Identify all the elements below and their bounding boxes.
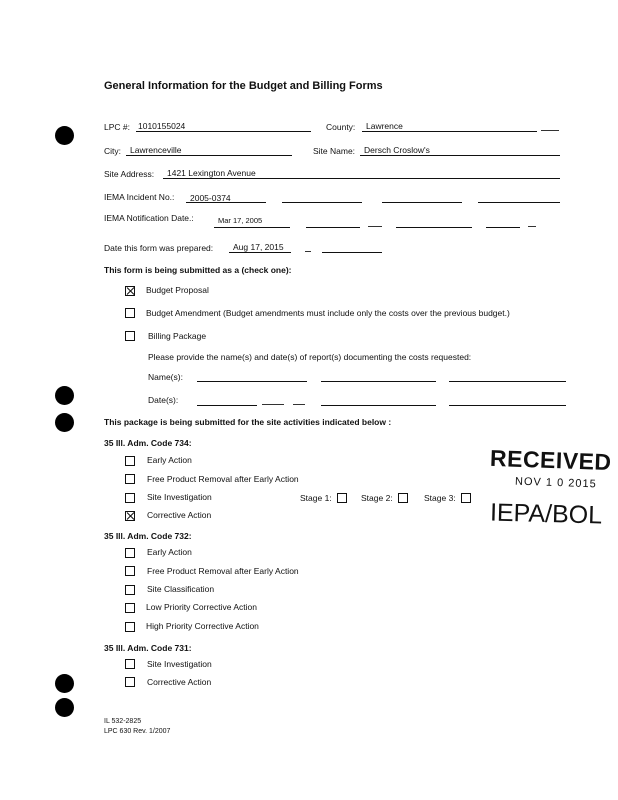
names-line-1[interactable] — [197, 381, 307, 382]
code734-site-investigation-label: Site Investigation — [147, 492, 212, 502]
site-name-label: Site Name: — [313, 146, 356, 156]
stage1-checkbox[interactable] — [337, 493, 347, 503]
footer-form-number: IL 532-2825 — [104, 718, 142, 725]
code731-site-investigation-label: Site Investigation — [147, 659, 212, 669]
iema-notification-label: IEMA Notification Date.: — [104, 213, 194, 223]
iema-incident-value[interactable]: 2005-0374 — [190, 193, 231, 203]
code734-corrective-action-checkbox[interactable] — [125, 511, 135, 521]
punch-hole — [55, 698, 74, 717]
iema-notification-line-4 — [486, 227, 520, 228]
code732-site-classification-checkbox[interactable] — [125, 585, 135, 595]
punch-hole — [55, 674, 74, 693]
iema-notification-line-3 — [396, 227, 472, 228]
code732-free-product-label: Free Product Removal after Early Action — [147, 566, 299, 576]
budget-proposal-checkbox[interactable] — [125, 286, 135, 296]
scan-mark — [305, 251, 311, 252]
code734-early-action-checkbox[interactable] — [125, 456, 135, 466]
dates-line-3[interactable] — [449, 405, 566, 406]
site-address-value[interactable]: 1421 Lexington Avenue — [167, 168, 256, 178]
package-heading: This package is being submitted for the site activities indicated below : — [104, 417, 392, 427]
scan-mark — [368, 226, 382, 227]
code732-early-action-checkbox[interactable] — [125, 548, 135, 558]
submission-heading: This form is being submitted as a (check one): — [104, 265, 292, 275]
stage2-label: Stage 2: — [361, 493, 393, 503]
footer-revision: LPC 630 Rev. 1/2007 — [104, 728, 171, 735]
punch-hole — [55, 413, 74, 432]
code731-site-investigation-checkbox[interactable] — [125, 659, 135, 669]
code734-early-action-label: Early Action — [147, 455, 192, 465]
code734-heading: 35 Ill. Adm. Code 734: — [104, 438, 192, 448]
code731-heading: 35 Ill. Adm. Code 731: — [104, 643, 192, 653]
code731-corrective-action-label: Corrective Action — [147, 677, 212, 687]
site-address-label: Site Address: — [104, 169, 155, 179]
stage3-checkbox[interactable] — [461, 493, 471, 503]
county-value[interactable]: Lawrence — [366, 121, 403, 131]
names-line-2[interactable] — [321, 381, 436, 382]
iema-incident-label: IEMA Incident No.: — [104, 192, 175, 202]
code734-site-investigation-checkbox[interactable] — [125, 493, 135, 503]
site-name-field-line — [360, 155, 560, 156]
county-label: County: — [326, 122, 356, 132]
iema-incident-line-2 — [282, 202, 362, 203]
code731-corrective-action-checkbox[interactable] — [125, 677, 135, 687]
site-name-value[interactable]: Dersch Croslow's — [364, 145, 430, 155]
budget-amendment-checkbox[interactable] — [125, 308, 135, 318]
code732-high-priority-checkbox[interactable] — [125, 622, 135, 632]
lpc-label: LPC #: — [104, 122, 130, 132]
dates-line-2[interactable] — [321, 405, 436, 406]
lpc-field-line — [136, 131, 311, 132]
scan-mark — [293, 404, 305, 405]
received-stamp-date: NOV 1 0 2015 — [514, 475, 597, 491]
iema-incident-line-1 — [186, 202, 266, 203]
punch-hole — [55, 386, 74, 405]
lpc-value[interactable]: 1010155024 — [138, 121, 186, 131]
scan-mark — [528, 226, 536, 227]
received-stamp-agency: IEPA/BOL — [489, 498, 603, 530]
code732-site-classification-label: Site Classification — [147, 584, 215, 594]
code734-corrective-action-label: Corrective Action — [147, 510, 212, 520]
code732-heading: 35 Ill. Adm. Code 732: — [104, 531, 192, 541]
code732-low-priority-label: Low Priority Corrective Action — [146, 602, 258, 612]
prepared-field-line-2 — [322, 252, 382, 253]
iema-incident-line-4 — [478, 202, 560, 203]
site-address-field-line — [163, 178, 560, 179]
billing-package-label: Billing Package — [148, 331, 207, 341]
budget-proposal-label: Budget Proposal — [146, 285, 209, 295]
iema-notification-line-1 — [214, 227, 290, 228]
dates-label: Date(s): — [148, 395, 179, 405]
city-value[interactable]: Lawrenceville — [130, 145, 182, 155]
scan-mark — [541, 130, 559, 131]
iema-notification-value[interactable]: Mar 17, 2005 — [218, 216, 263, 225]
code732-high-priority-label: High Priority Corrective Action — [146, 621, 259, 631]
received-stamp: RECEIVED — [489, 444, 613, 476]
page-title: General Information for the Budget and Billing Forms — [104, 80, 383, 92]
prepared-label: Date this form was prepared: — [104, 243, 214, 253]
stage2-checkbox[interactable] — [398, 493, 408, 503]
iema-notification-line-2 — [306, 227, 360, 228]
city-label: City: — [104, 146, 121, 156]
budget-amendment-label: Budget Amendment (Budget amendments must include only the costs over the previous budget.) — [146, 308, 510, 318]
stage3-label: Stage 3: — [424, 493, 456, 503]
billing-package-checkbox[interactable] — [125, 331, 135, 341]
reports-prompt: Please provide the name(s) and date(s) of report(s) documenting the costs requested: — [148, 352, 472, 362]
iema-incident-line-3 — [382, 202, 462, 203]
city-field-line — [126, 155, 292, 156]
names-label: Name(s): — [148, 372, 183, 382]
code734-free-product-label: Free Product Removal after Early Action — [147, 474, 299, 484]
prepared-field-line — [229, 252, 291, 253]
punch-hole — [55, 126, 74, 145]
prepared-value[interactable]: Aug 17, 2015 — [233, 242, 284, 252]
code732-low-priority-checkbox[interactable] — [125, 603, 135, 613]
scan-mark — [262, 404, 284, 405]
stage1-label: Stage 1: — [300, 493, 332, 503]
code732-early-action-label: Early Action — [147, 547, 192, 557]
code732-free-product-checkbox[interactable] — [125, 566, 135, 576]
dates-line-1[interactable] — [197, 405, 257, 406]
county-field-line — [362, 131, 537, 132]
code734-free-product-checkbox[interactable] — [125, 474, 135, 484]
names-line-3[interactable] — [449, 381, 566, 382]
